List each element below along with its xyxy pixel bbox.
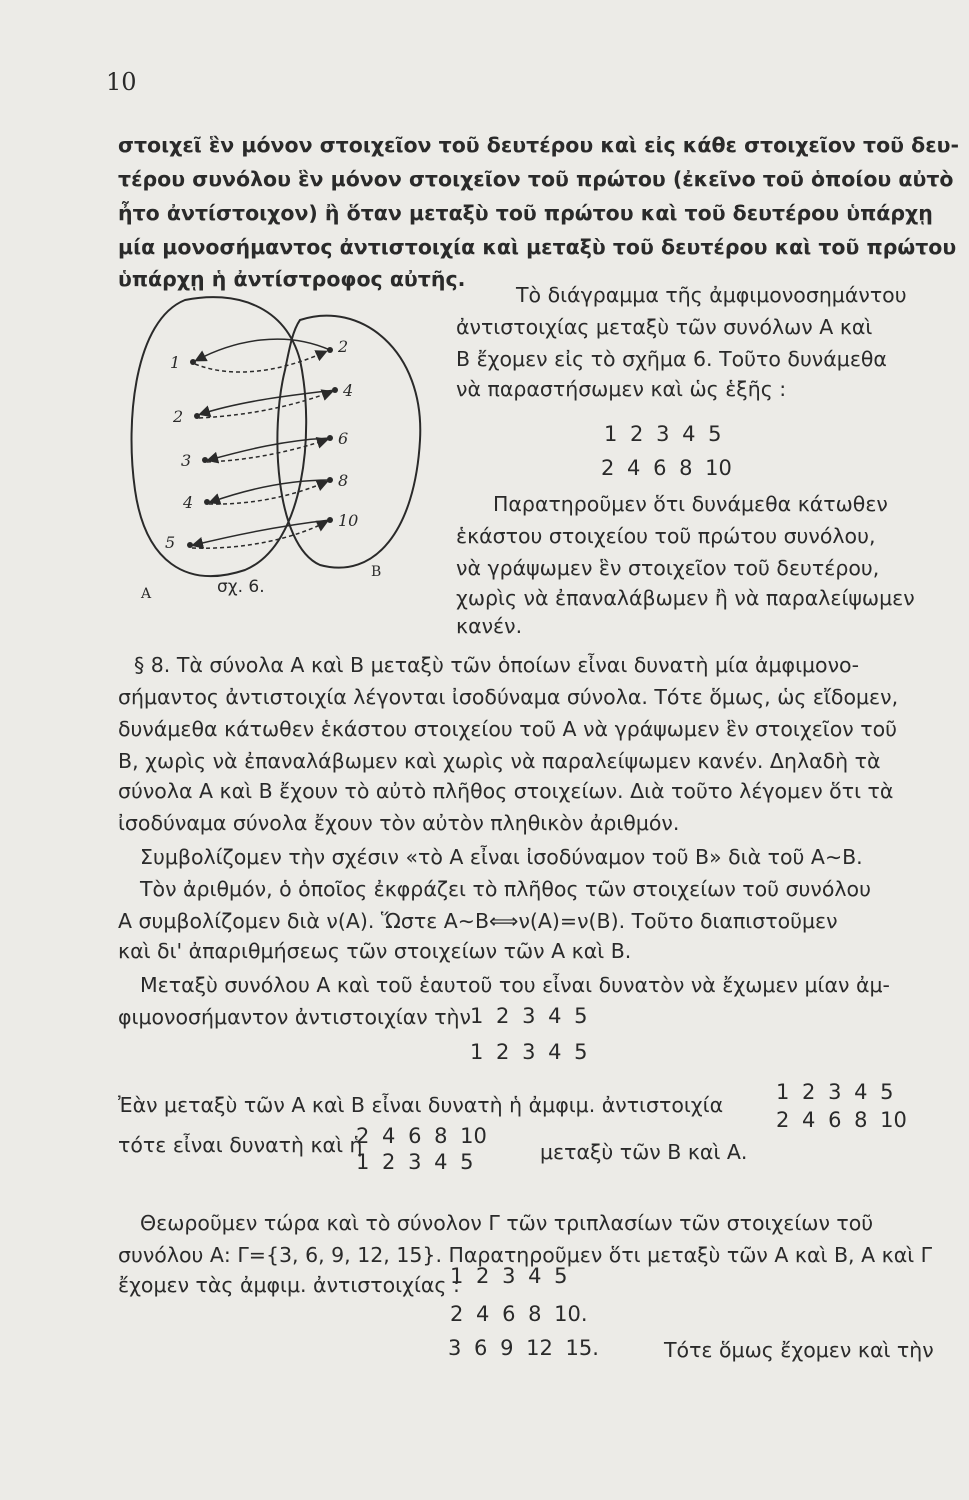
- arrow-4-to-2: [201, 390, 335, 414]
- section8-line-6: ἰσοδύναμα σύνολα ἔχουν τὸν αὐτὸν πληθικὸν ἀριθμόν.: [118, 811, 680, 835]
- arrow-4-to-8: [209, 482, 326, 504]
- then-map-top: 2 4 6 8 10: [356, 1124, 487, 1148]
- if-line: [118, 1088, 723, 1122]
- label-a-4: 4: [183, 493, 194, 512]
- map-row-2: 2 4 6 8 10: [601, 456, 732, 480]
- gamma-row-1: 1 2 3 4 5: [450, 1264, 568, 1288]
- label-b-8: 8: [338, 471, 349, 490]
- label-a-2: 2: [173, 407, 184, 426]
- arrow-6-to-3: [209, 438, 330, 460]
- self-map-row-1: 1 2 3 4 5: [470, 1004, 588, 1028]
- map-row-1: 1 2 3 4 5: [604, 422, 722, 446]
- figure-6-diagram: [125, 290, 445, 610]
- label-set-a: A: [141, 586, 152, 602]
- para1-line-3: ἦτο ἀντίστοιχον) ἢ ὅταν μεταξὺ τοῦ πρώτου καὶ τοῦ δευτέρου ὑπάρχῃ: [118, 201, 933, 225]
- arrow-2-to-1: [197, 339, 330, 360]
- label-b-6: 6: [338, 429, 349, 448]
- para1-line-5: ὑπάρχῃ ἡ ἀντίστροφος αὐτῆς.: [118, 267, 466, 291]
- label-a-3: 3: [181, 451, 192, 470]
- if-line-text: Ἐὰν μεταξὺ τῶν Α καὶ Β εἶναι δυνατὴ ἡ ἀμφιμ. ἀντιστοιχία: [118, 1093, 724, 1117]
- right1-line-1: Τὸ διάγραμμα τῆς ἀμφιμονοσημάντου: [516, 283, 907, 307]
- arrow-1-to-2: [195, 352, 325, 372]
- figure-caption: σχ. 6.: [217, 577, 265, 597]
- right1-line-2: ἀντιστοιχίας μεταξὺ τῶν συνόλων Α καὶ: [456, 315, 873, 339]
- right2-line-2: ἑκάστου στοιχείου τοῦ πρώτου συνόλου,: [456, 524, 876, 548]
- para1-line-2: τέρου συνόλου ἓν μόνον στοιχεῖον τοῦ πρώτου (ἐκεῖνο τοῦ ὁποίου αὐτὸ: [118, 167, 954, 191]
- right1-line-4: νὰ παραστήσωμεν καὶ ὡς ἑξῆς :: [456, 377, 787, 401]
- right2-line-3: νὰ γράψωμεν ἓν στοιχεῖον τοῦ δευτέρου,: [456, 556, 880, 580]
- arrow-10-to-5: [194, 520, 330, 545]
- section8-line-5: σύνολα Α καὶ Β ἔχουν τὸ αὐτὸ πλῆθος στοιχείων. Διὰ τοῦτο λέγομεν ὅτι τὰ: [118, 779, 894, 803]
- label-b-4: 4: [343, 381, 354, 400]
- gamma-line-2: συνόλου Α: Γ={3, 6, 9, 12, 15}. Παρατηροῦμεν ὅτι μεταξὺ τῶν Α καὶ Β, Α καὶ Γ: [118, 1243, 933, 1267]
- if-map-top: 1 2 3 4 5: [776, 1080, 894, 1104]
- right2-line-1: Παρατηροῦμεν ὅτι δυνάμεθα κάτωθεν: [493, 492, 888, 516]
- then-line-text: τότε εἶναι δυνατὴ καὶ ἡ: [118, 1133, 363, 1157]
- gamma-tail: Τότε ὅμως ἔχομεν καὶ τὴν: [664, 1338, 934, 1362]
- label-a-1: 1: [170, 353, 181, 372]
- section8-line-3: δυνάμεθα κάτωθεν ἑκάστου στοιχείου τοῦ Α νὰ γράψωμεν ἓν στοιχεῖον τοῦ: [118, 717, 897, 741]
- arrow-2-to-4: [199, 392, 331, 418]
- symbol-line-3: Α συμβολίζομεν διὰ ν(Α). Ὥστε Α∼Β⟺ν(Α)=ν(Β). Τοῦτο διαπιστοῦμεν: [118, 909, 838, 933]
- gamma-row-3: 3 6 9 12 15.: [448, 1336, 599, 1360]
- section8-line-1: § 8. Τὰ σύνολα Α καὶ Β μεταξὺ τῶν ὁποίων εἶναι δυνατὴ μία ἀμφιμονο-: [134, 653, 859, 677]
- then-line-tail: μεταξὺ τῶν Β καὶ Α.: [540, 1140, 748, 1164]
- right2-line-5: κανέν.: [456, 614, 523, 638]
- page-number: 10: [106, 68, 137, 96]
- right1-line-3: Β ἔχομεν εἰς τὸ σχῆμα 6. Τοῦτο δυνάμεθα: [456, 347, 887, 371]
- label-b-10: 10: [338, 511, 359, 530]
- arrow-8-to-4: [211, 480, 330, 502]
- symbol-line-1: Συμβολίζομεν τὴν σχέσιν «τὸ Α εἶναι ἰσοδύναμον τοῦ Β» διὰ τοῦ Α∼Β.: [140, 845, 863, 869]
- right2-line-4: χωρὶς νὰ ἐπαναλάβωμεν ἢ νὰ παραλείψωμεν: [456, 586, 915, 610]
- symbol-line-2: Τὸν ἀριθμόν, ὁ ὁποῖος ἐκφράζει τὸ πλῆθος τῶν στοιχείων τοῦ συνόλου: [140, 877, 871, 901]
- label-a-5: 5: [165, 533, 176, 552]
- para1-line-4: μία μονοσήμαντος ἀντιστοιχία καὶ μεταξὺ τοῦ δευτέρου καὶ τοῦ πρώτου: [118, 235, 957, 259]
- label-set-b: B: [371, 564, 382, 580]
- section8-line-4: Β, χωρὶς νὰ ἐπαναλάβωμεν καὶ χωρὶς νὰ παραλείψωμεν κανέν. Δηλαδὴ τὰ: [118, 749, 881, 773]
- self-map-line-1: Μεταξὺ συνόλου Α καὶ τοῦ ἑαυτοῦ του εἶναι δυνατὸν νὰ ἔχωμεν μίαν ἀμ-: [140, 973, 890, 997]
- gamma-row-2: 2 4 6 8 10.: [450, 1302, 588, 1326]
- gamma-line-3: ἔχομεν τὰς ἀμφιμ. ἀντιστοιχίας :: [118, 1273, 460, 1297]
- arrow-3-to-6: [207, 440, 326, 462]
- arrow-5-to-10: [192, 522, 326, 548]
- self-map-row-2: 1 2 3 4 5: [470, 1040, 588, 1064]
- then-map-bottom: 1 2 3 4 5: [356, 1150, 474, 1174]
- point-a-5: [187, 542, 193, 548]
- symbol-line-4: καὶ δι' ἀπαριθμήσεως τῶν στοιχείων τῶν Α καὶ Β.: [118, 939, 632, 963]
- para1-line-1: στοιχεῖ ἓν μόνον στοιχεῖον τοῦ δευτέρου καὶ εἰς κάθε στοιχεῖον τοῦ δευ-: [118, 133, 960, 157]
- if-map-bottom: 2 4 6 8 10: [776, 1108, 907, 1132]
- section8-line-2: σήμαντος ἀντιστοιχία λέγονται ἰσοδύναμα σύνολα. Τότε ὅμως, ὡς εἴδομεν,: [118, 685, 899, 709]
- self-map-line-2: φιμονοσήμαντον ἀντιστοιχίαν τὴν: [118, 1005, 471, 1029]
- gamma-line-1: Θεωροῦμεν τώρα καὶ τὸ σύνολον Γ τῶν τριπλασίων τῶν στοιχείων τοῦ: [140, 1211, 874, 1235]
- label-b-2: 2: [338, 337, 349, 356]
